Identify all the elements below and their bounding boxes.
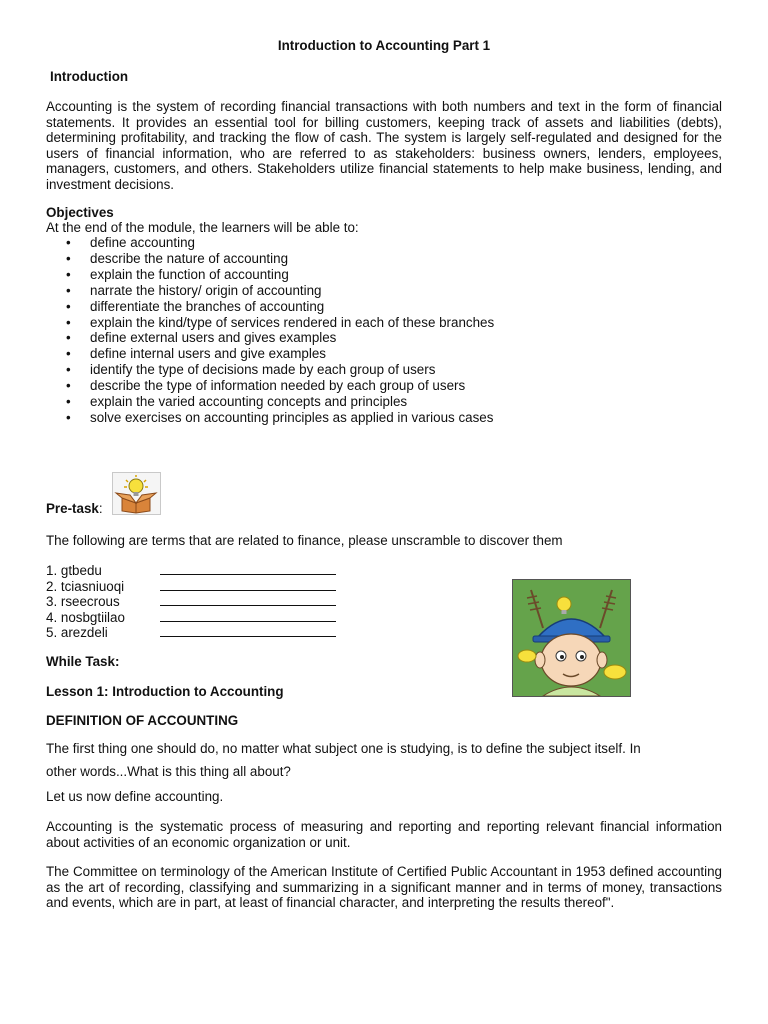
list-item: • explain the varied accounting concepts and principles xyxy=(66,394,408,410)
answer-blank xyxy=(160,605,336,606)
objectives-intro: At the end of the module, the learners will be able to: xyxy=(46,220,359,235)
answer-blank xyxy=(160,636,336,637)
definition-line-1: The first thing one should do, no matter what subject one is studying, is to define the subject itself. In xyxy=(46,741,641,756)
document-title: Introduction to Accounting Part 1 xyxy=(277,38,491,53)
bullet-icon: • xyxy=(66,266,71,282)
answer-blank xyxy=(160,574,336,575)
bullet-icon: • xyxy=(66,282,71,298)
list-item: 2. tciasniuoqi xyxy=(46,579,125,595)
list-item: • define external users and gives examples xyxy=(66,330,337,346)
list-item: • narrate the history/ origin of accounting xyxy=(66,282,322,298)
bullet-icon: • xyxy=(66,250,71,266)
list-item: 1. gtbedu xyxy=(46,563,125,579)
bullet-icon: • xyxy=(66,298,71,314)
bullet-icon: • xyxy=(66,235,71,250)
answer-blank xyxy=(160,621,336,622)
list-item: • explain the kind/type of services rendered in each of these branches xyxy=(66,314,495,330)
define-prompt: Let us now define accounting. xyxy=(46,789,224,804)
thinking-student-illustration xyxy=(512,579,631,697)
intro-heading: Introduction xyxy=(50,69,129,84)
pretask-heading xyxy=(46,501,103,516)
list-item: 5. arezdeli xyxy=(46,625,125,641)
pretask-label: Pre-task xyxy=(46,501,99,516)
definition-heading: DEFINITION OF ACCOUNTING xyxy=(46,713,239,728)
definition-paragraph: Accounting is the systematic process of measuring and reporting and reporting relevant financial information about activities of an economic organization or unit. xyxy=(46,819,722,850)
list-item: • define accounting xyxy=(66,235,195,250)
scrambled-terms-list xyxy=(46,563,125,641)
committee-paragraph: The Committee on terminology of the American Institute of Certified Public Accountant in 1953 defined accounting as the art of recording, classifying and summarizing in a significant manner and in terms of money, transactions and events, which are in part, at least of financial character, and interpreting the results thereof". xyxy=(46,864,722,911)
bullet-icon: • xyxy=(66,346,71,362)
while-task-heading: While Task: xyxy=(46,654,120,669)
list-item: • solve exercises on accounting principles as applied in various cases xyxy=(66,409,494,425)
bullet-icon: • xyxy=(66,362,71,378)
definition-line-2: other words...What is this thing all about? xyxy=(46,764,291,779)
pretask-colon: : xyxy=(98,501,103,516)
list-item: • define internal users and give examples xyxy=(66,346,326,362)
list-item: • differentiate the branches of accounting xyxy=(66,298,325,314)
list-item: • describe the type of information needed by each group of users xyxy=(66,378,466,394)
lesson-heading: Lesson 1: Introduction to Accounting xyxy=(46,684,284,699)
bullet-icon: • xyxy=(66,378,71,394)
list-item: • explain the function of accounting xyxy=(66,266,289,282)
list-item: 3. rseecrous xyxy=(46,594,125,610)
list-item: 4. nosbgtiilao xyxy=(46,610,125,626)
answer-blank xyxy=(160,590,336,591)
bullet-icon: • xyxy=(66,314,71,330)
objectives-list xyxy=(46,235,494,426)
bullet-icon: • xyxy=(66,394,71,410)
bullet-icon: • xyxy=(66,409,71,425)
list-item: • describe the nature of accounting xyxy=(66,250,289,266)
intro-paragraph: Accounting is the system of recording financial transactions with both numbers and text in the form of financial statements. It provides an essential tool for billing customers, keeping track of assets and liabilities (debts), determining profitability, and tracking the flow of cash. The system is largely self-regulated and designed for the users of financial information, who are referred to as stakeholders: business owners, lenders, employees, managers, customers, and others. Stakeholders utilize financial statements to help make business, lending, and investment decisions. xyxy=(46,99,722,192)
pretask-instruction: The following are terms that are related to finance, please unscramble to discover them xyxy=(46,533,563,548)
lightbulb-box-icon xyxy=(112,472,161,515)
objectives-heading: Objectives xyxy=(46,205,114,220)
list-item: • identify the type of decisions made by each group of users xyxy=(66,362,436,378)
bullet-icon: • xyxy=(66,330,71,346)
